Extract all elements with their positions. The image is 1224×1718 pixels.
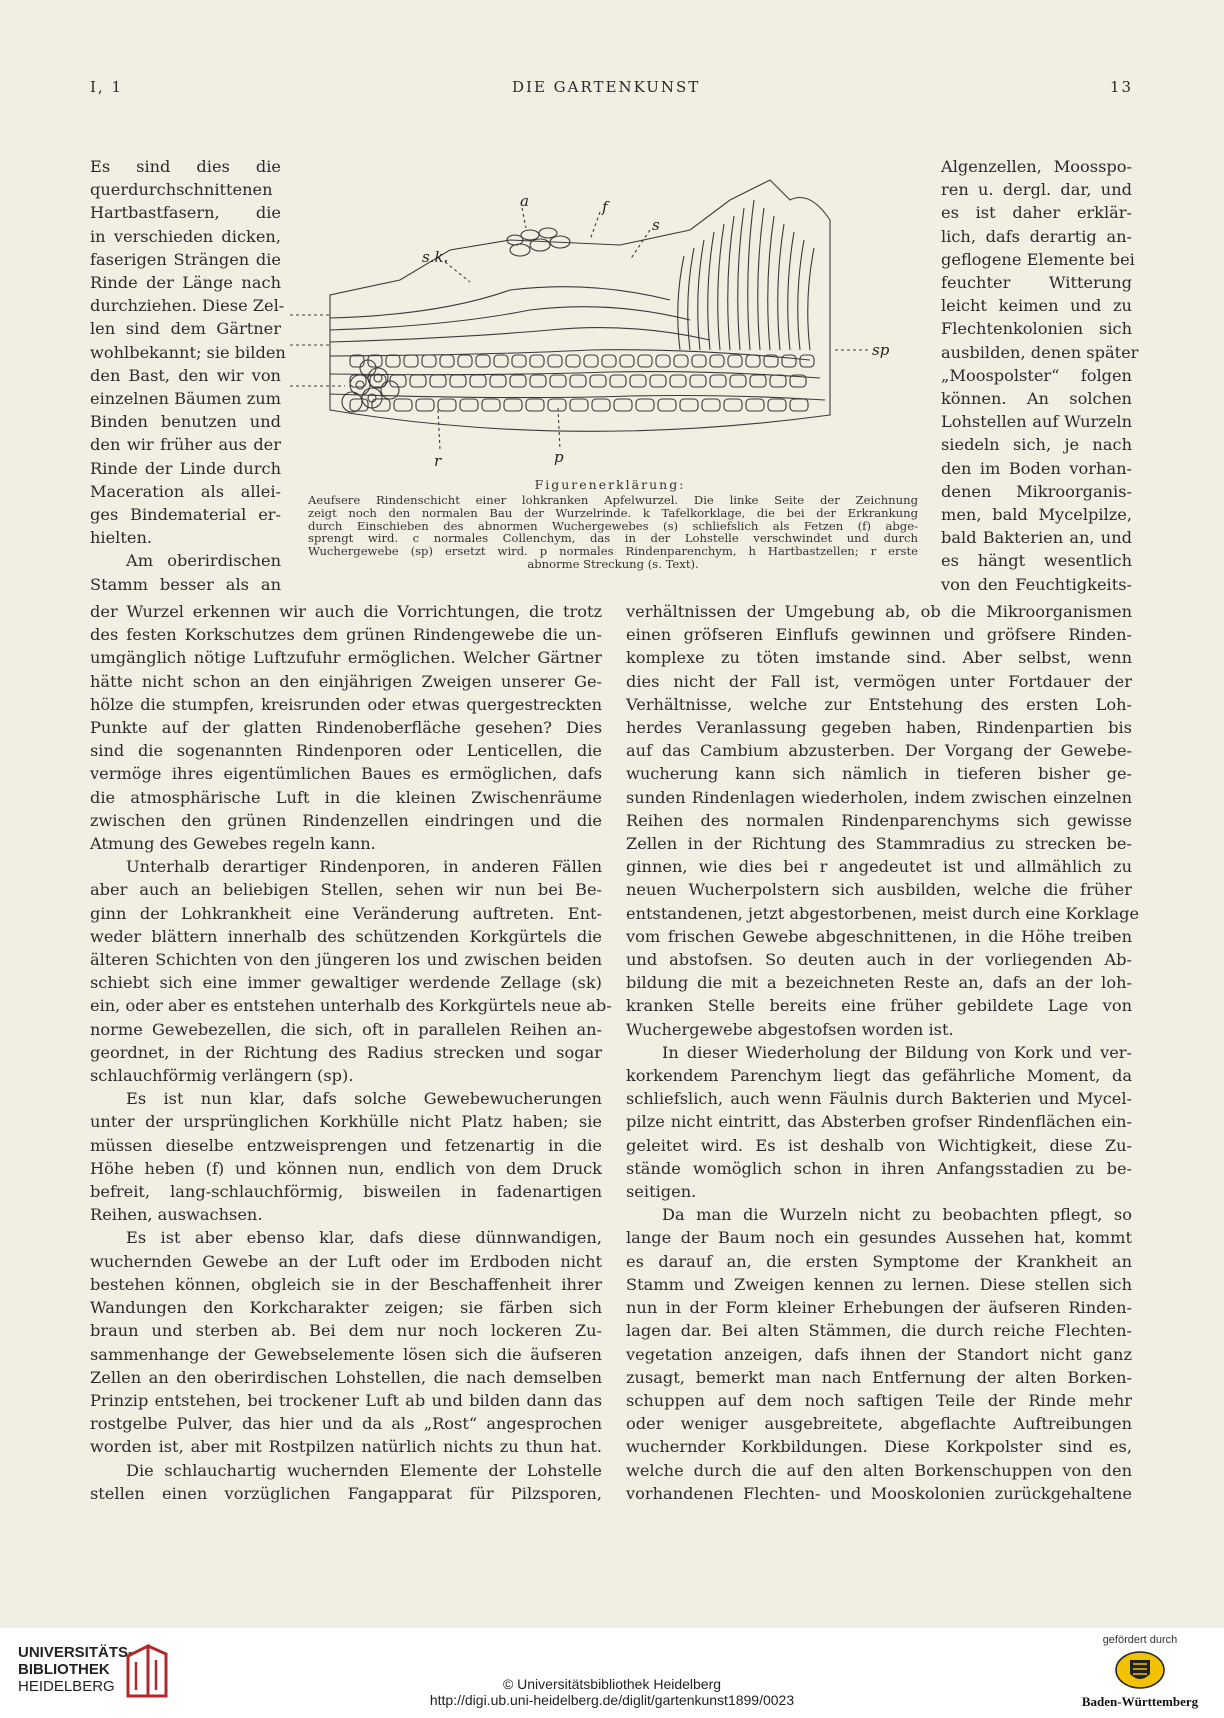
left-col-line: norme Gewebezellen, die sich, oft in parallelen Reihen an- bbox=[90, 1019, 602, 1039]
library-line-1: UNIVERSITÄTS- bbox=[18, 1644, 134, 1661]
left-col-line: sammenhange der Gewebselemente lösen sich die äufseren bbox=[90, 1344, 602, 1364]
figure-label-sk: s.k. bbox=[422, 248, 449, 266]
left-col-line: Unterhalb derartiger Rindenporen, in anderen Fällen bbox=[126, 857, 602, 877]
left-col-line: die atmosphärische Luft in die kleinen Zwischenräume bbox=[90, 787, 602, 807]
right-col-line: korkendem Parenchym liegt das gefährliche Moment, da bbox=[626, 1066, 1132, 1086]
left-col-line: befreit, lang-schlauchförmig, bisweilen in fadenartigen bbox=[90, 1182, 602, 1202]
left-col-line: Reihen, auswachsen. bbox=[90, 1205, 263, 1225]
right-col-line: Da man die Wurzeln nicht zu beobachten pflegt, so bbox=[662, 1205, 1132, 1225]
header-volume: I, 1 bbox=[90, 78, 124, 96]
left-col-line: Höhe heben (f) und können nun, endlich von dem Druck bbox=[90, 1158, 602, 1178]
figure-label-sp: sp bbox=[872, 341, 890, 359]
right-narrow-line: geflogene Elemente bei bbox=[941, 249, 1135, 269]
header-journal-title: DIE GARTENKUNST bbox=[512, 78, 701, 96]
right-narrow-line: Lohstellen auf Wurzeln bbox=[941, 412, 1132, 432]
left-narrow-line: hielten. bbox=[90, 528, 153, 548]
right-col-line: dies nicht der Fall ist, vermögen unter Fortdauer der bbox=[626, 671, 1132, 691]
left-col-line: wuchernden Gewebe an der Luft oder im Erdboden nicht bbox=[90, 1251, 602, 1271]
left-narrow-line: Hartbastfasern, die bbox=[90, 203, 281, 223]
right-col-line: geleitet wird. Es ist deshalb von Wichtigkeit, diese Zu- bbox=[626, 1135, 1132, 1155]
left-col-line: Wandungen den Korkcharakter zeigen; sie färben sich bbox=[90, 1298, 602, 1318]
left-col-line: der Wurzel erkennen wir auch die Vorrichtungen, die trotz bbox=[90, 602, 602, 621]
left-col-line: zwischen den grünen Rindenzellen eindringen und die bbox=[90, 810, 602, 830]
left-narrow-line: den wir früher aus der bbox=[90, 435, 281, 455]
left-col-line: des festen Korkschutzes dem grünen Rindengewebe die un- bbox=[90, 625, 602, 645]
right-narrow-line: es hängt wesentlich bbox=[941, 551, 1132, 571]
right-col-line: lange der Baum noch ein gesundes Aussehen hat, kommt bbox=[626, 1228, 1132, 1248]
right-narrow-line: denen Mikroorganis- bbox=[941, 481, 1132, 501]
right-col-line: In dieser Wiederholung der Bildung von Kork und ver- bbox=[662, 1042, 1132, 1062]
right-narrow-line: lich, dafs derartig an- bbox=[941, 226, 1132, 246]
right-narrow-line: „Moospolster“ folgen bbox=[941, 365, 1132, 385]
left-col-line: Zellen an den oberirdischen Lohstellen, die nach demselben bbox=[90, 1367, 602, 1387]
right-col-line: zusagt, bemerkt man nach Entfernung der alten Borken- bbox=[626, 1367, 1132, 1387]
left-column-body bbox=[90, 600, 612, 1505]
left-narrow-line: len sind dem Gärtner bbox=[90, 319, 281, 339]
permalink-url[interactable]: http://digi.ub.uni-heidelberg.de/diglit/gartenkunst1899/0023 bbox=[429, 1692, 795, 1708]
left-col-line: geordnet, in der Richtung des Radius strecken und sogar bbox=[90, 1042, 602, 1062]
right-col-line: seitigen. bbox=[626, 1182, 697, 1202]
right-narrow-column bbox=[941, 155, 1139, 596]
right-col-line: entstandenen, jetzt abgestorbenen, meist durch eine Korklage bbox=[626, 903, 1140, 923]
state-name: Baden-Württemberg bbox=[1081, 1694, 1199, 1709]
right-narrow-line: den im Boden vorhan- bbox=[941, 458, 1132, 478]
left-col-line: Atmung des Gewebes regeln kann. bbox=[90, 834, 376, 854]
right-col-line: oder weniger ausgebreitete, abgeflachte Auftreibungen bbox=[626, 1414, 1132, 1434]
left-narrow-line: Rinde der Länge nach bbox=[90, 273, 281, 293]
right-narrow-line: bald Bakterien an, und bbox=[941, 528, 1132, 548]
right-narrow-line: ren u. dergl. dar, und bbox=[941, 180, 1132, 200]
right-col-line: vegetation anzeigen, dafs ihnen der Standort nicht ganz bbox=[626, 1344, 1132, 1364]
left-narrow-line: Es sind dies die bbox=[90, 157, 281, 176]
left-col-line: aber auch an beliebigen Stellen, sehen wir nun bei Be- bbox=[90, 880, 602, 900]
right-col-line: schuppen auf dem noch saftigen Teile der Rinde mehr bbox=[626, 1390, 1132, 1410]
left-narrow-line: Am oberirdischen bbox=[126, 551, 281, 571]
right-col-line: auf das Cambium abzusterben. Der Vorgang der Gewebe- bbox=[626, 741, 1132, 761]
state-crest-icon bbox=[1114, 1650, 1166, 1690]
right-col-line: stände womöglich schon in ihren Anfangsstadien zu be- bbox=[626, 1158, 1132, 1178]
left-col-line: ein, oder aber es entstehen unterhalb des Korkgürtels neue ab- bbox=[90, 996, 612, 1016]
right-narrow-line: feuchter Witterung bbox=[941, 273, 1132, 293]
left-narrow-line: Rinde der Linde durch bbox=[90, 458, 281, 478]
left-col-line: Prinzip entstehen, bei trockener Luft ab und bilden dann das bbox=[90, 1390, 602, 1410]
right-col-line: vorhandenen Flechten- und Mooskolonien zurückgehaltene bbox=[626, 1483, 1132, 1503]
right-col-line: pilze nicht eintritt, das Absterben grofser Rindenflächen ein- bbox=[626, 1112, 1132, 1132]
right-col-line: wuchernder Korkbildungen. Diese Korkpolster sind es, bbox=[626, 1437, 1132, 1457]
figure-caption-line: durch Einschieben des abnormen Wuchergewebes (s) schliefslich als Fetzen (f) abge- bbox=[308, 518, 918, 533]
library-line-3: HEIDELBERG bbox=[18, 1678, 115, 1695]
copyright-text: © Universitätsbibliothek Heidelberg bbox=[502, 1676, 722, 1692]
left-col-line: älteren Schichten von den jüngeren los und zwischen beiden bbox=[90, 950, 602, 970]
left-col-line: Es ist aber ebenso klar, dafs diese dünnwandigen, bbox=[126, 1228, 602, 1248]
left-narrow-line: einzelnen Bäumen zum bbox=[90, 389, 281, 409]
right-col-line: kranken Stelle bereits eine früher gebildete Lage von bbox=[626, 996, 1132, 1016]
right-col-line: bildung die mit a bezeichneten Reste an, dafs an der loh- bbox=[626, 973, 1132, 993]
figure-illustration bbox=[290, 150, 930, 470]
figure-label-r: r bbox=[434, 452, 442, 470]
right-narrow-line: leicht keimen und zu bbox=[941, 296, 1132, 316]
left-narrow-line: den Bast, den wir von bbox=[90, 365, 281, 385]
left-col-line: ginn der Lohkrankheit eine Veränderung auftreten. Ent- bbox=[90, 903, 602, 923]
footer-center bbox=[0, 1676, 1224, 1708]
right-narrow-line: siedeln sich, je nach bbox=[941, 435, 1132, 455]
right-col-line: Wuchergewebe abgestofsen worden ist. bbox=[626, 1019, 954, 1039]
right-col-line: es darauf an, die ersten Symptome der Krankheit an bbox=[626, 1251, 1132, 1271]
right-col-line: wucherung kann sich nämlich in tieferen bisher ge- bbox=[626, 764, 1132, 784]
left-narrow-line: durchziehen. Diese Zel- bbox=[90, 296, 285, 316]
figure-caption-title: Figurenerklärung: bbox=[534, 477, 686, 492]
left-narrow-line: in verschieden dicken, bbox=[90, 226, 281, 246]
right-col-line: herdes Veranlassung gegeben haben, Rindenpartien bis bbox=[626, 718, 1132, 738]
right-col-line: sunden Rindenlagen wiederholen, indem zwischen einzelnen bbox=[626, 787, 1132, 807]
right-narrow-line: Flechtenkolonien sich bbox=[941, 319, 1132, 339]
figure-caption bbox=[308, 494, 918, 571]
left-col-line: rostgelbe Pulver, das hier und da als „Rost“ angesprochen bbox=[90, 1414, 602, 1434]
funded-by-label: gefördert durch bbox=[1102, 1634, 1178, 1646]
left-col-line: braun und sterben ab. Bei dem nur noch lockeren Zu- bbox=[90, 1321, 602, 1341]
right-col-line: einen gröfseren Einflufs gewinnen und gröfsere Rinden- bbox=[626, 625, 1132, 645]
right-narrow-line: es ist daher erklär- bbox=[941, 203, 1132, 223]
left-col-line: Die schlauchartig wuchernden Elemente der Lohstelle bbox=[126, 1460, 602, 1480]
left-narrow-line: Maceration als allei- bbox=[90, 481, 281, 501]
right-col-line: ginnen, wie dies bei r angedeutet ist und allmählich zu bbox=[626, 857, 1132, 877]
right-narrow-line: von den Feuchtigkeits- bbox=[941, 574, 1132, 594]
figure-caption-line: Aeufsere Rindenschicht einer lohkranken Apfelwurzel. Die linke Seite der Zeichnung bbox=[308, 493, 918, 507]
right-col-line: Zellen in der Richtung des Stammradius zu strecken be- bbox=[626, 834, 1132, 854]
right-narrow-line: können. An solchen bbox=[941, 389, 1132, 409]
figure-caption-line: Wuchergewebe (sp) ersetzt wird. p normales Rindenparenchym, h Hartbastzellen; r erste bbox=[308, 544, 918, 559]
figure-caption-line: abnorme Streckung (s. Text). bbox=[527, 556, 699, 571]
right-col-line: neuen Wucherpolstern sich ausbilden, welche die früher bbox=[626, 880, 1132, 900]
left-col-line: sind die sogenannten Rindenporen oder Lenticellen, die bbox=[90, 741, 602, 761]
right-narrow-line: Algenzellen, Moosspo- bbox=[941, 157, 1132, 176]
left-narrow-line: Binden benutzen und bbox=[90, 412, 281, 432]
left-narrow-column bbox=[90, 155, 286, 596]
left-col-line: weder blättern innerhalb des schützenden Korkgürtels die bbox=[90, 926, 602, 946]
left-narrow-line: querdurchschnittenen bbox=[90, 180, 273, 200]
library-line-2: BIBLIOTHEK bbox=[18, 1661, 110, 1678]
left-col-line: schiebt sich eine immer gewaltiger werdende Zellage (sk) bbox=[90, 973, 602, 993]
left-col-line: stellen einen vorzüglichen Fangapparat für Pilzsporen, bbox=[90, 1483, 602, 1503]
left-narrow-line: ges Bindematerial er- bbox=[90, 505, 281, 525]
figure-label-a: a bbox=[520, 192, 529, 210]
left-narrow-line: wohlbekannt; sie bilden bbox=[90, 342, 286, 362]
right-col-line: schliefslich, auch wenn Fäulnis durch Bakterien und Mycel- bbox=[626, 1089, 1132, 1109]
left-col-line: bestehen können, obgleich sie in der Beschaffenheit ihrer bbox=[90, 1274, 602, 1294]
left-col-line: müssen dieselbe entzweisprengen und fetzenartig in die bbox=[90, 1135, 602, 1155]
right-col-line: lagen dar. Bei alten Stämmen, die durch reiche Flechten- bbox=[626, 1321, 1132, 1341]
right-col-line: Reihen des normalen Rindenparenchyms sich gewisse bbox=[626, 810, 1132, 830]
right-column-body bbox=[626, 600, 1140, 1505]
right-col-line: Stamm und Zweigen kennen zu lernen. Diese stellen sich bbox=[626, 1274, 1132, 1294]
right-col-line: nun in der Form kleiner Erhebungen der äufseren Rinden- bbox=[626, 1298, 1132, 1318]
right-col-line: komplexe zu töten imstande sind. Aber selbst, wenn bbox=[626, 648, 1132, 668]
left-col-line: hätte nicht schon an den einjährigen Zweigen unserer Ge- bbox=[90, 671, 602, 691]
right-col-line: vom frischen Gewebe abgeschnittenen, in die Höhe treiben bbox=[626, 926, 1132, 946]
left-narrow-line: faserigen Strängen die bbox=[90, 249, 281, 269]
left-col-line: Punkte auf der glatten Rindenoberfläche gesehen? Dies bbox=[90, 718, 602, 738]
left-col-line: vermöge ihres eigentümlichen Baues es ermöglichen, dafs bbox=[90, 764, 602, 784]
right-col-line: und abstofsen. So deuten auch in der vorliegenden Ab- bbox=[626, 950, 1132, 970]
figure-label-p: p bbox=[554, 448, 564, 466]
figure-caption-line: zeigt noch den normalen Bau der Wurzelrinde. k Tafelkorklage, die bei der Erkrankung bbox=[308, 505, 918, 520]
left-col-line: umgänglich nötige Luftzufuhr ermöglichen. Welcher Gärtner bbox=[90, 648, 602, 668]
figure-label-f: f bbox=[602, 198, 608, 216]
figure-drawing bbox=[290, 180, 868, 450]
left-col-line: worden ist, aber mit Rostpilzen natürlich nichts zu thun hat. bbox=[90, 1437, 602, 1457]
right-col-line: welche durch die auf den alten Borkenschuppen von den bbox=[626, 1460, 1132, 1480]
header-page-number: 13 bbox=[1110, 78, 1134, 96]
right-narrow-line: men, bald Mycelpilze, bbox=[941, 505, 1132, 525]
figure-caption-line: sprengt wird. c normales Collenchym, das in der Lohstelle verschwindet und durch bbox=[308, 531, 918, 546]
left-narrow-line: Stamm besser als an bbox=[90, 574, 281, 594]
right-narrow-line: ausbilden, denen später bbox=[941, 342, 1139, 362]
left-col-line: schlauchförmig verlängern (sp). bbox=[90, 1066, 354, 1086]
left-col-line: unter der ursprünglichen Korkhülle nicht Platz haben; sie bbox=[90, 1112, 602, 1132]
footer bbox=[0, 1628, 1224, 1718]
right-col-line: Verhältnisse, welche zur Entstehung des ersten Loh- bbox=[626, 694, 1132, 714]
left-col-line: hölze die stumpfen, kreisrunden oder etwas quergestreckten bbox=[90, 694, 602, 714]
left-col-line: Es ist nun klar, dafs solche Gewebewucherungen bbox=[126, 1089, 602, 1109]
figure-label-s: s bbox=[652, 216, 660, 234]
right-col-line: verhältnissen der Umgebung ab, ob die Mikroorganismen bbox=[626, 602, 1132, 621]
